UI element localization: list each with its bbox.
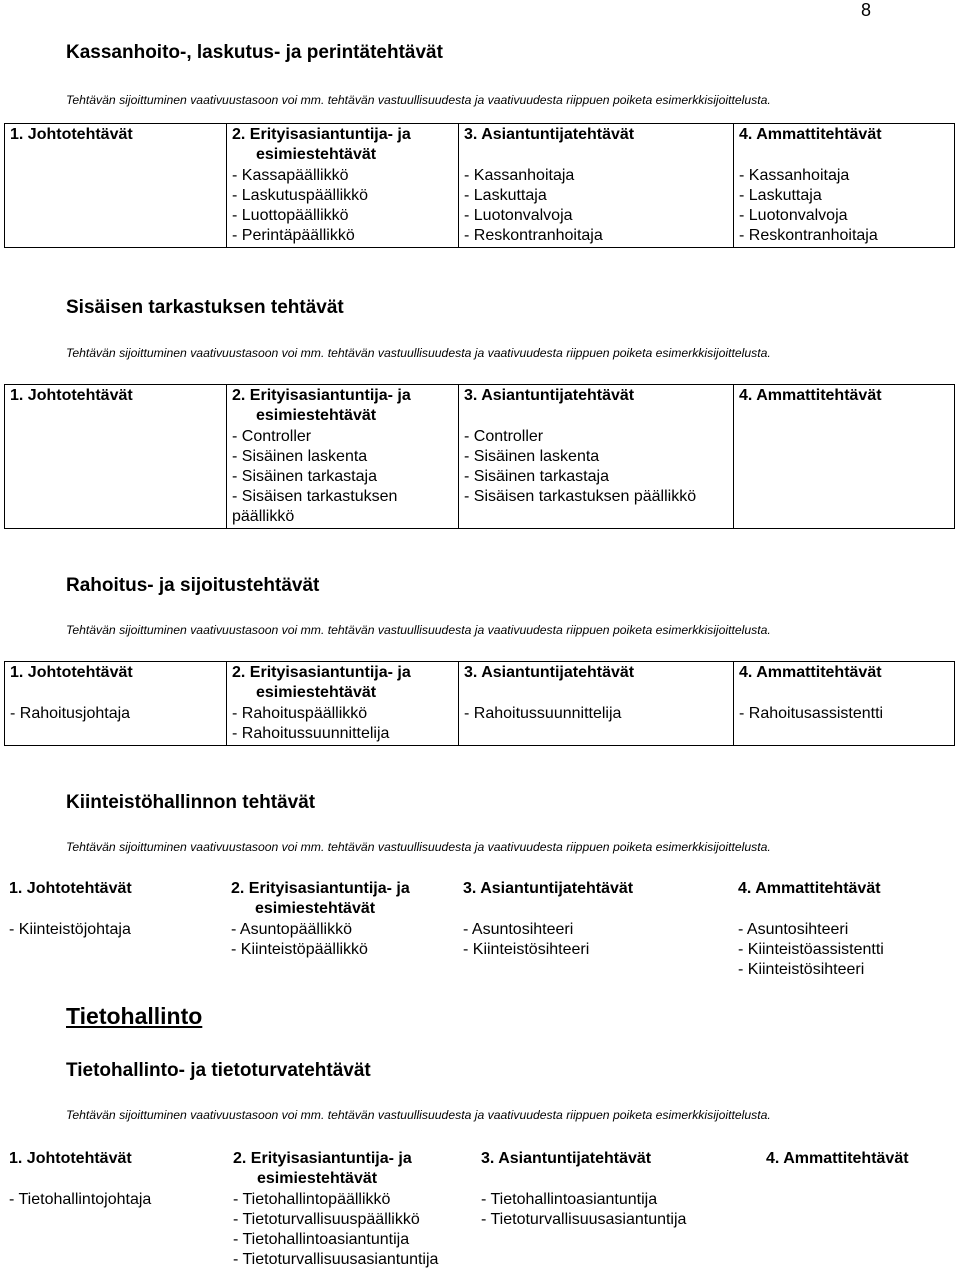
list-item: - Rahoituspäällikkö: [232, 705, 368, 722]
col-erityisasiantuntija: [227, 704, 459, 746]
header-ammattitehtavat: 4. Ammattitehtävät: [734, 662, 955, 705]
placement-note: Tehtävän sijoittuminen vaativuustasoon voi mm. tehtävän vastuullisuudesta ja vaativuudesta riippuen poiketa esimerkkisijoittelusta.: [66, 346, 771, 360]
table-header-row: [4, 878, 954, 920]
header-ammattitehtavat: 4. Ammattitehtävät: [734, 124, 955, 167]
header-asiantuntijatehtavat: 3. Asiantuntijatehtävät: [459, 124, 734, 167]
list-item: - Kiinteistöassistentti: [738, 941, 884, 958]
list-item: - Reskontranhoitaja: [464, 227, 603, 244]
list-item: - Kassanhoitaja: [739, 167, 850, 184]
col-johtotehtavat: [5, 166, 227, 248]
col-asiantuntija: [459, 427, 734, 529]
list-item: - Sisäinen tarkastaja: [464, 468, 609, 485]
list-item: - Controller: [464, 428, 544, 445]
list-item: - Asuntosihteeri: [738, 921, 849, 938]
header-johtotehtavat: 1. Johtotehtävät: [9, 1150, 132, 1167]
list-item: - Laskutuspäällikkö: [232, 187, 369, 204]
section-title-rahoitus: Rahoitus- ja sijoitustehtävät: [66, 575, 320, 596]
page-number: 8: [861, 0, 872, 20]
placement-note: Tehtävän sijoittuminen vaativuustasoon voi mm. tehtävän vastuullisuudesta ja vaativuudesta riippuen poiketa esimerkkisijoittelusta.: [66, 623, 771, 637]
header-asiantuntijatehtavat: 3. Asiantuntijatehtävät: [463, 880, 634, 897]
header-johtotehtavat: 1. Johtotehtävät: [5, 385, 227, 428]
roles-table-tietohallinto: [4, 1148, 954, 1271]
col-erityisasiantuntija: [227, 427, 459, 529]
header-johtotehtavat: 1. Johtotehtävät: [5, 124, 227, 167]
col-asiantuntija: [476, 1190, 761, 1271]
roles-table-sisainen-tarkastus: [4, 384, 955, 529]
list-item: - Luottopäällikkö: [232, 207, 349, 224]
col-johtotehtavat: [5, 427, 227, 529]
header-asiantuntijatehtavat: 3. Asiantuntijatehtävät: [459, 385, 734, 428]
list-item: - Kiinteistösihteeri: [463, 941, 590, 958]
list-item: - Sisäinen laskenta: [232, 448, 368, 465]
list-item: - Luotonvalvoja: [464, 207, 573, 224]
list-item: - Sisäinen laskenta: [464, 448, 600, 465]
col-johtotehtavat: [4, 1190, 228, 1271]
main-heading-tietohallinto: Tietohallinto: [66, 1003, 203, 1029]
placement-note: Tehtävän sijoittuminen vaativuustasoon voi mm. tehtävän vastuullisuudesta ja vaativuudesta riippuen poiketa esimerkkisijoittelusta.: [66, 93, 771, 107]
header-ammattitehtavat: 4. Ammattitehtävät: [766, 1150, 909, 1167]
col-ammatti: [734, 704, 955, 746]
section-title-kiinteistohallinto: Kiinteistöhallinnon tehtävät: [66, 792, 316, 813]
list-item: - Sisäisen tarkastuksen: [232, 488, 398, 505]
list-item: - Kassapäällikkö: [232, 167, 349, 184]
header-asiantuntijatehtavat: 3. Asiantuntijatehtävät: [459, 662, 734, 705]
col-ammatti: [733, 920, 954, 981]
roles-table-kassanhoito: [4, 123, 955, 248]
section-title-sisainen-tarkastus: Sisäisen tarkastuksen tehtävät: [66, 297, 344, 318]
list-item: - Tietoturvallisuuspäällikkö: [233, 1211, 420, 1228]
placement-note: Tehtävän sijoittuminen vaativuustasoon voi mm. tehtävän vastuullisuudesta ja vaativuudesta riippuen poiketa esimerkkisijoittelusta.: [66, 840, 771, 854]
col-erityisasiantuntija: [226, 920, 458, 981]
header-ammattitehtavat: 4. Ammattitehtävät: [734, 385, 955, 428]
header-erityisasiantuntija: 2. Erityisasiantuntija- ja esimiestehtävät: [227, 124, 459, 167]
header-ammattitehtavat: 4. Ammattitehtävät: [738, 880, 881, 897]
table-body-row: [4, 1190, 954, 1271]
list-item: - Laskuttaja: [739, 187, 822, 204]
table-header-row: [5, 662, 955, 705]
col-johtotehtavat: [4, 920, 226, 981]
table-body-row: [5, 704, 955, 746]
list-item: - Sisäisen tarkastuksen päällikkö: [464, 488, 697, 505]
list-item: - Luotonvalvoja: [739, 207, 848, 224]
list-item: - Tietohallintoasiantuntija: [481, 1191, 658, 1208]
list-item: - Perintäpäällikkö: [232, 227, 355, 244]
table-header-row: [5, 124, 955, 167]
list-item: - Tietohallintoasiantuntija: [233, 1231, 410, 1248]
list-item: - Kiinteistösihteeri: [738, 961, 865, 978]
list-item: - Asuntosihteeri: [463, 921, 574, 938]
col-johtotehtavat: [5, 704, 227, 746]
list-item: - Rahoitussuunnittelija: [232, 725, 390, 742]
list-item: - Laskuttaja: [464, 187, 547, 204]
col-ammatti: [734, 427, 955, 529]
list-item: - Rahoitusassistentti: [739, 705, 884, 722]
roles-table-rahoitus: [4, 661, 955, 746]
col-erityisasiantuntija: [227, 166, 459, 248]
header-johtotehtavat: 1. Johtotehtävät: [5, 662, 227, 705]
col-asiantuntija: [458, 920, 733, 981]
list-item: - Reskontranhoitaja: [739, 227, 878, 244]
list-item: - Tietoturvallisuusasiantuntija: [233, 1251, 439, 1268]
table-body-row: [4, 920, 954, 981]
header-erityisasiantuntija: 2. Erityisasiantuntija- ja esimiestehtävät: [233, 1150, 412, 1187]
header-erityisasiantuntija: 2. Erityisasiantuntija- ja esimiestehtävät: [227, 662, 459, 705]
col-ammatti: [761, 1190, 954, 1271]
table-header-row: [4, 1148, 954, 1190]
list-item: - Tietoturvallisuusasiantuntija: [481, 1211, 687, 1228]
list-item: - Kiinteistöpäällikkö: [231, 941, 368, 958]
col-asiantuntija: [459, 704, 734, 746]
list-item: - Controller: [232, 428, 312, 445]
list-item: päällikkö: [232, 508, 295, 525]
table-body-row: [5, 427, 955, 529]
col-asiantuntija: [459, 166, 734, 248]
header-johtotehtavat: 1. Johtotehtävät: [9, 880, 132, 897]
header-erityisasiantuntija: 2. Erityisasiantuntija- ja esimiestehtävät: [227, 385, 459, 428]
header-erityisasiantuntija: 2. Erityisasiantuntija- ja esimiestehtävät: [231, 880, 410, 917]
roles-table-kiinteistohallinto: [4, 878, 954, 981]
section-title-tietohallinto: Tietohallinto- ja tietoturvatehtävät: [66, 1060, 371, 1081]
list-item: - Kassanhoitaja: [464, 167, 575, 184]
placement-note: Tehtävän sijoittuminen vaativuustasoon voi mm. tehtävän vastuullisuudesta ja vaativuudesta riippuen poiketa esimerkkisijoittelusta.: [66, 1108, 771, 1122]
header-asiantuntijatehtavat: 3. Asiantuntijatehtävät: [481, 1150, 652, 1167]
list-item: - Sisäinen tarkastaja: [232, 468, 377, 485]
list-item: - Kiinteistöjohtaja: [9, 921, 131, 938]
table-header-row: [5, 385, 955, 428]
col-erityisasiantuntija: [228, 1190, 476, 1271]
list-item: - Asuntopäällikkö: [231, 921, 352, 938]
col-ammatti: [734, 166, 955, 248]
list-item: - Tietohallintopäällikkö: [233, 1191, 391, 1208]
section-title-kassanhoito: Kassanhoito-, laskutus- ja perintätehtävät: [66, 42, 443, 63]
list-item: - Rahoitusjohtaja: [10, 705, 131, 722]
table-body-row: [5, 166, 955, 248]
list-item: - Rahoitussuunnittelija: [464, 705, 622, 722]
list-item: - Tietohallintojohtaja: [9, 1191, 152, 1208]
